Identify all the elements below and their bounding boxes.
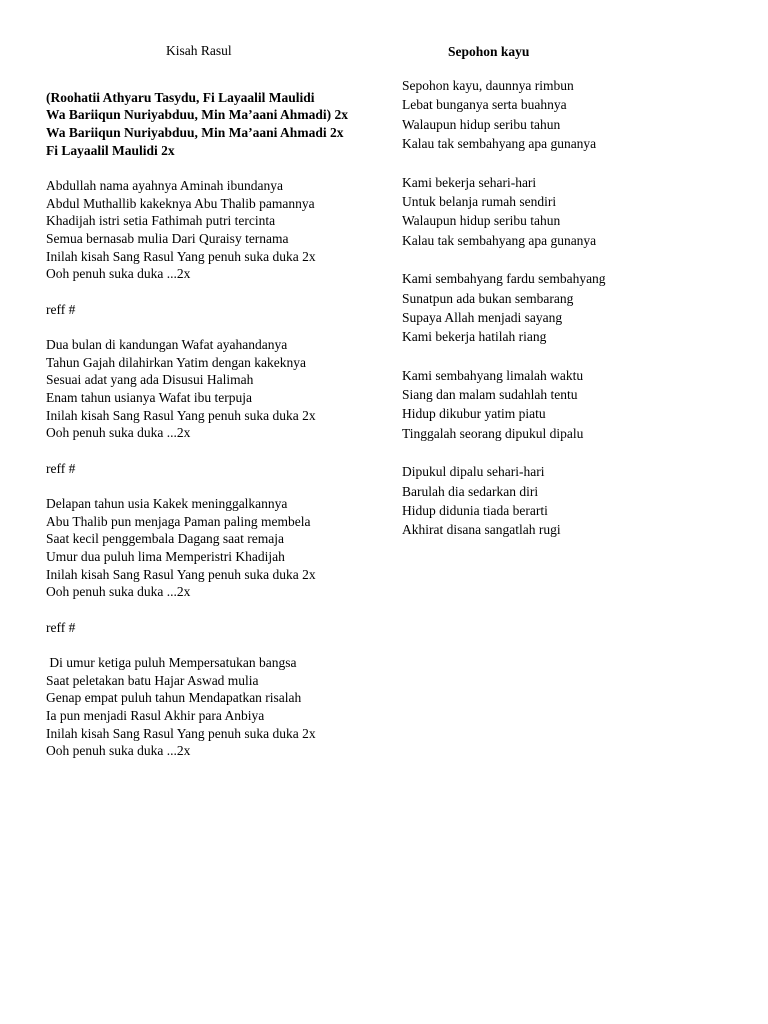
verse-line: Abdul Muthallib kakeknya Abu Thalib pamannya [46,196,315,211]
verse-line: Dua bulan di kandungan Wafat ayahandanya [46,337,288,352]
stanza-line: Walaupun hidup seribu tahun [402,213,561,228]
verse-line: Ooh penuh suka duka ...2x [46,584,191,599]
verse-line: Abu Thalib pun menjaga Paman paling membela [46,514,311,529]
stanza-line: Barulah dia sedarkan diri [402,484,539,499]
stanza-line: Sunatpun ada bukan sembarang [402,291,574,306]
chorus-line: Wa Bariiqun Nuriyabduu, Min Ma’aani Ahmadi) 2x [46,107,348,122]
stanza-line: Hidup dikubur yatim piatu [402,406,546,421]
verse-line: Ooh penuh suka duka ...2x [46,743,191,758]
verse-line: Inilah kisah Sang Rasul Yang penuh suka duka 2x [46,567,316,582]
stanza-line: Kami bekerja sehari-hari [402,175,537,190]
reff-marker: reff # [46,302,76,317]
chorus-line: (Roohatii Athyaru Tasydu, Fi Layaalil Maulidi [46,90,315,105]
verse-line: Di umur ketiga puluh Mempersatukan bangsa [46,655,297,670]
verse-line: Tahun Gajah dilahirkan Yatim dengan kakeknya [46,355,306,370]
stanza-line: Hidup didunia tiada berarti [402,503,548,518]
stanza-line: Supaya Allah menjadi sayang [402,310,563,325]
verse-line: Semua bernasab mulia Dari Quraisy ternama [46,231,289,246]
stanza-line: Akhirat disana sangatlah rugi [402,522,561,537]
stanza-line: Untuk belanja rumah sendiri [402,194,557,209]
verse-line: Umur dua puluh lima Memperistri Khadijah [46,549,285,564]
verse-line: Ooh penuh suka duka ...2x [46,266,191,281]
stanza-line: Kami sembahyang fardu sembahyang [402,271,606,286]
stanza-line: Siang dan malam sudahlah tentu [402,387,578,402]
chorus-line: Fi Layaalil Maulidi 2x [46,143,175,158]
verse-line: Inilah kisah Sang Rasul Yang penuh suka duka 2x [46,408,316,423]
chorus-line: Wa Bariiqun Nuriyabduu, Min Ma’aani Ahmadi 2x [46,125,344,140]
verse-line: Ia pun menjadi Rasul Akhir para Anbiya [46,708,265,723]
stanza-line: Dipukul dipalu sehari-hari [402,464,545,479]
reff-marker: reff # [46,461,76,476]
verse-line: Abdullah nama ayahnya Aminah ibundanya [46,178,283,193]
reff-marker: reff # [46,620,76,635]
stanza-line: Kami sembahyang limalah waktu [402,368,584,383]
verse-line: Enam tahun usianya Wafat ibu terpuja [46,390,252,405]
verse-line: Saat kecil penggembala Dagang saat remaja [46,531,285,546]
verse-line: Sesuai adat yang ada Disusui Halimah [46,372,254,387]
stanza-line: Kalau tak sembahyang apa gunanya [402,233,597,248]
stanza-line: Lebat bunganya serta buahnya [402,97,567,112]
verse-line: Saat peletakan batu Hajar Aswad mulia [46,673,259,688]
title-kisah-rasul: Kisah Rasul [166,43,232,58]
stanza-line: Tinggalah seorang dipukul dipalu [402,426,584,441]
verse-line: Inilah kisah Sang Rasul Yang penuh suka duka 2x [46,726,316,741]
verse-line: Inilah kisah Sang Rasul Yang penuh suka duka 2x [46,249,316,264]
stanza-line: Kalau tak sembahyang apa gunanya [402,136,597,151]
verse-line: Khadijah istri setia Fathimah putri tercinta [46,213,276,228]
verse-line: Delapan tahun usia Kakek meninggalkannya [46,496,288,511]
stanza-line: Kami bekerja hatilah riang [402,329,547,344]
title-sepohon-kayu: Sepohon kayu [448,44,530,59]
stanza-line: Sepohon kayu, daunnya rimbun [402,78,574,93]
stanza-line: Walaupun hidup seribu tahun [402,117,561,132]
verse-line: Ooh penuh suka duka ...2x [46,425,191,440]
verse-line: Genap empat puluh tahun Mendapatkan risalah [46,690,302,705]
